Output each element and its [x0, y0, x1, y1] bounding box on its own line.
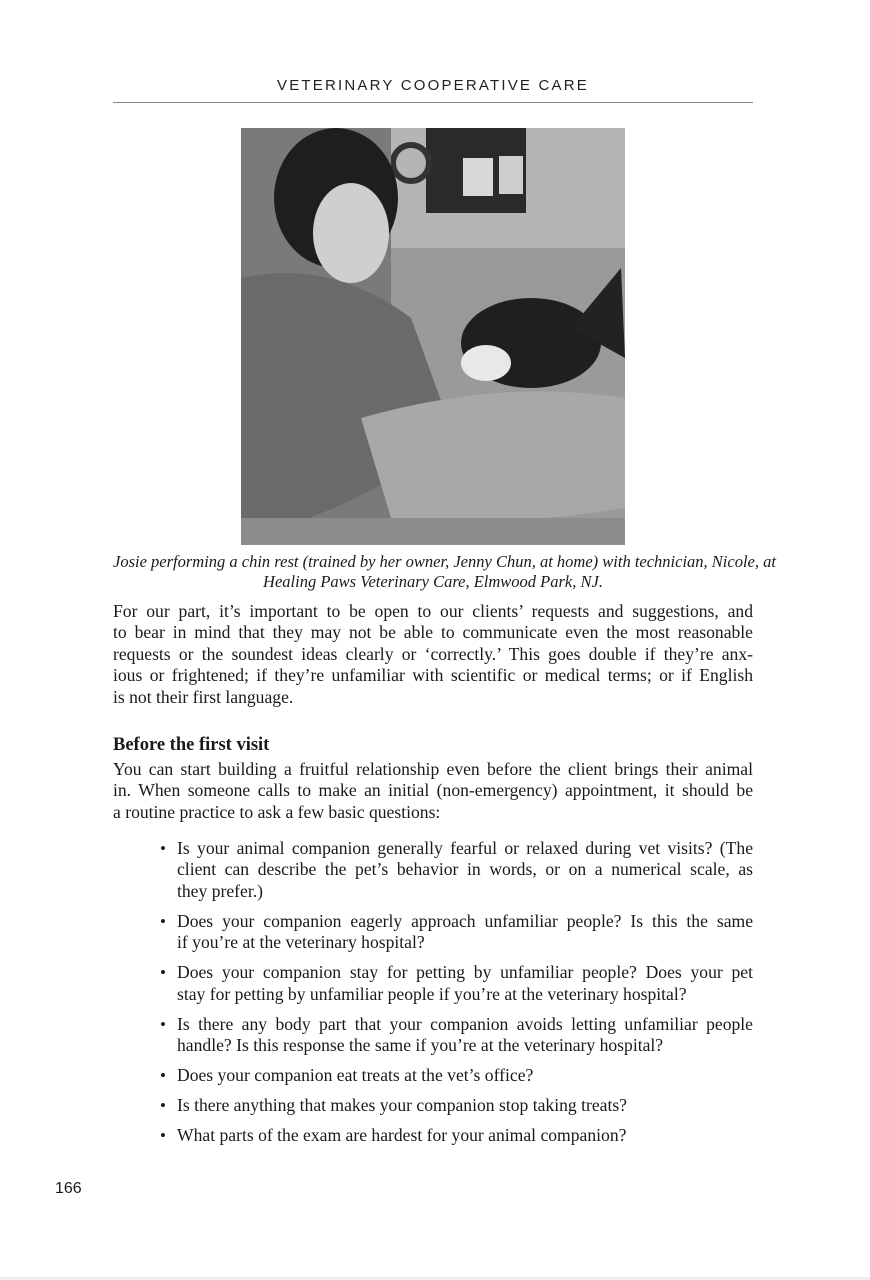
- text-line: Is there any body part that your companion avoids letting unfamiliar people: [177, 1013, 753, 1034]
- text-line: client can describe the pet’s behavior in words, or on a numerical scale, as: [177, 859, 753, 880]
- text-line: Does your companion eagerly approach unfamiliar people? Is this the same: [177, 910, 753, 931]
- list-item: [160, 1065, 753, 1086]
- photo-caption: [113, 552, 776, 592]
- text-line: handle? Is this response the same if you’re at the veterinary hospital?: [177, 1034, 664, 1055]
- text-line: they prefer.): [177, 880, 263, 901]
- list-item: [160, 838, 753, 902]
- text-line: is not their first language.: [113, 686, 294, 707]
- caption-line: Josie performing a chin rest (trained by her owner, Jenny Chun, at home) with technician, Nicole, at: [113, 552, 776, 571]
- question-list: [160, 838, 753, 1155]
- page-number: 166: [55, 1180, 82, 1197]
- paragraph-clients-requests: [113, 601, 753, 708]
- text-line: Does your companion stay for petting by unfamiliar people? Does your pet: [177, 962, 753, 983]
- text-line: Does your companion eat treats at the vet’s office?: [177, 1064, 534, 1085]
- list-item: [160, 911, 753, 954]
- text-line: What parts of the exam are hardest for your animal companion?: [177, 1124, 627, 1145]
- bullet-icon: •: [160, 839, 166, 858]
- bullet-icon: •: [160, 1065, 166, 1085]
- bullet-icon: •: [160, 1014, 166, 1034]
- running-head: VETERINARY COOPERATIVE CARE: [277, 77, 589, 94]
- bullet-icon: •: [160, 1095, 166, 1115]
- bullet-icon: •: [160, 963, 166, 983]
- text-line: a routine practice to ask a few basic questions:: [113, 801, 441, 822]
- photo-technician-with-dog: [241, 128, 625, 545]
- list-item: [160, 1125, 753, 1146]
- text-line: stay for petting by unfamiliar people if you’re at the veterinary hospital?: [177, 983, 687, 1004]
- text-line: to bear in mind that they may not be able to communicate even the most reasonable: [113, 622, 753, 643]
- text-line: requests or the soundest ideas clearly or ‘correctly.’ This goes double if they’re anx-: [113, 643, 753, 664]
- bullet-icon: •: [160, 1125, 166, 1145]
- header-rule: [113, 102, 753, 103]
- text-line: if you’re at the veterinary hospital?: [177, 932, 425, 953]
- text-line: For our part, it’s important to be open to our clients’ requests and suggestions, and: [113, 601, 753, 621]
- text-line: in. When someone calls to make an initial (non-emergency) appointment, it should be: [113, 780, 753, 801]
- list-item: [160, 962, 753, 1005]
- text-line: ious or frightened; if they’re unfamiliar with scientific or medical terms; or if English: [113, 665, 753, 686]
- section-heading: Before the first visit: [113, 735, 270, 755]
- list-item: [160, 1014, 753, 1057]
- list-item: [160, 1095, 753, 1116]
- caption-line: Healing Paws Veterinary Care, Elmwood Park, NJ.: [263, 572, 603, 591]
- text-line: You can start building a fruitful relationship even before the client brings their animal: [113, 759, 753, 779]
- paragraph-first-visit: [113, 759, 753, 823]
- photo-illustration: [241, 128, 625, 545]
- bullet-icon: •: [160, 911, 166, 931]
- text-line: Is your animal companion generally fearful or relaxed during vet visits? (The: [177, 838, 753, 858]
- text-line: Is there anything that makes your companion stop taking treats?: [177, 1094, 627, 1115]
